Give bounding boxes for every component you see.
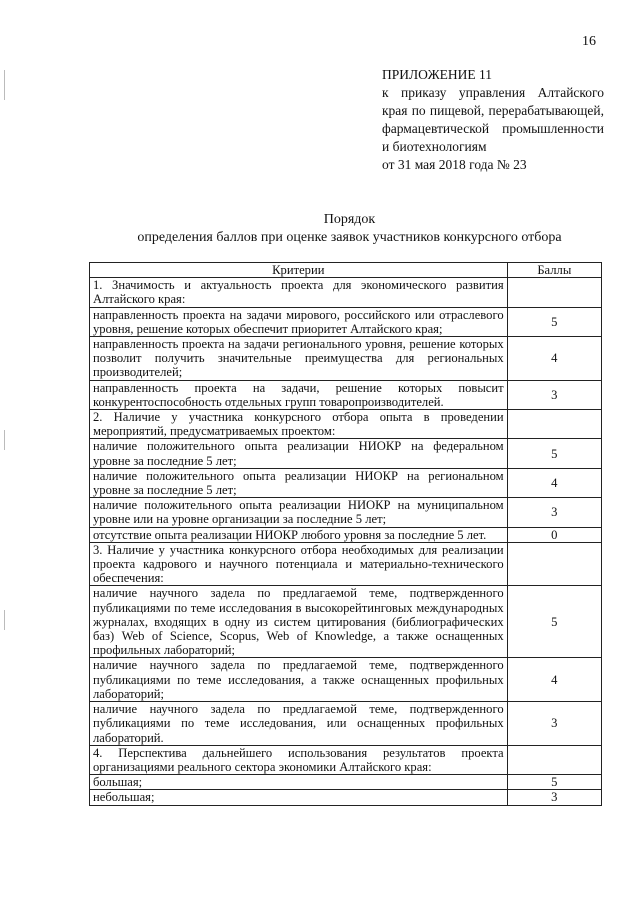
criterion-cell: 4. Перспектива дальнейшего использования результатов проекта организациями реального сектора экономики Алтайского края: [90, 745, 508, 774]
table-row [90, 439, 602, 468]
criterion-cell: 3. Наличие у участника конкурсного отбора необходимых для реализации проекта кадрового и научного потенциала и материально-технического обеспечения: [90, 542, 508, 586]
criterion-cell: наличие положительного опыта реализации НИОКР на региональном уровне за последние 5 лет; [90, 468, 508, 497]
score-cell: 5 [507, 439, 601, 468]
criterion-cell: отсутствие опыта реализации НИОКР любого уровня за последние 5 лет. [90, 527, 508, 542]
title-line-2: определения баллов при оценке заявок участников конкурсного отбора [137, 230, 562, 245]
score-cell [507, 278, 601, 307]
table-row [90, 468, 602, 497]
scan-edge-mark [4, 70, 5, 100]
criteria-column-header: Критерии [90, 263, 508, 278]
table-row [90, 410, 602, 439]
criteria-table [89, 262, 602, 806]
scan-edge-mark [4, 610, 5, 630]
criterion-cell: наличие научного задела по предлагаемой теме, подтвержденного публикациями по теме исследования, а также оснащенных профильных лабораторий; [90, 658, 508, 702]
score-cell: 3 [507, 498, 601, 527]
table-row [90, 745, 602, 774]
table-row [90, 702, 602, 746]
scan-edge-mark [4, 430, 5, 450]
criterion-cell: наличие положительного опыта реализации НИОКР на федеральном уровне за последние 5 лет; [90, 439, 508, 468]
score-cell: 5 [507, 775, 601, 790]
criterion-cell: наличие положительного опыта реализации НИОКР на муниципальном уровне или на уровне организации за последние 5 лет; [90, 498, 508, 527]
score-cell: 4 [507, 658, 601, 702]
table-row [90, 586, 602, 658]
table-row [90, 542, 602, 586]
appendix-block [382, 66, 604, 174]
score-cell [507, 745, 601, 774]
table-row [90, 307, 602, 336]
score-cell: 5 [507, 586, 601, 658]
appendix-heading: ПРИЛОЖЕНИЕ 11 [382, 67, 493, 82]
criterion-cell: небольшая; [90, 790, 508, 805]
criterion-cell: направленность проекта на задачи мирового, российского или отраслевого уровня, решение которых обеспечит приоритет Алтайского края; [90, 307, 508, 336]
table-row [90, 790, 602, 805]
score-cell: 0 [507, 527, 601, 542]
criterion-cell: наличие научного задела по предлагаемой теме, подтвержденного публикациями по теме исследования, или оснащенных профильных лабораторий. [90, 702, 508, 746]
table-row [90, 527, 602, 542]
document-title [0, 211, 639, 247]
score-cell: 4 [507, 337, 601, 381]
score-cell: 5 [507, 307, 601, 336]
appendix-date: от 31 мая 2018 года № 23 [382, 157, 527, 172]
table-row [90, 498, 602, 527]
score-cell [507, 410, 601, 439]
table-row [90, 337, 602, 381]
page-number: 16 [582, 34, 596, 49]
table-row [90, 775, 602, 790]
score-cell: 3 [507, 790, 601, 805]
table-row [90, 278, 602, 307]
score-column-header: Баллы [507, 263, 601, 278]
table-row [90, 380, 602, 409]
criterion-cell: 1. Значимость и актуальность проекта для экономического развития Алтайского края: [90, 278, 508, 307]
table-header-row [90, 263, 602, 278]
criterion-cell: направленность проекта на задачи регионального уровня, решение которых позволит получить значительные преимущества для региональных производителей; [90, 337, 508, 381]
score-cell: 4 [507, 468, 601, 497]
criterion-cell: направленность проекта на задачи, решение которых повысит конкурентоспособность отдельных групп товаропроизводителей. [90, 380, 508, 409]
criterion-cell: 2. Наличие у участника конкурсного отбора опыта в проведении мероприятий, предусматриваемых проектом: [90, 410, 508, 439]
score-cell: 3 [507, 380, 601, 409]
score-cell [507, 542, 601, 586]
criterion-cell: большая; [90, 775, 508, 790]
table-row [90, 658, 602, 702]
table-body [90, 278, 602, 805]
appendix-text: к приказу управления Алтайского края по пищевой, перерабатывающей, фармацевтической промышленности и биотехнологиям [382, 85, 604, 154]
title-line-1: Порядок [323, 212, 376, 227]
score-cell: 3 [507, 702, 601, 746]
criterion-cell: наличие научного задела по предлагаемой теме, подтвержденного публикациями по теме исследования в высокорейтинговых международных журналах, входящих в одну из систем цитирования (библиографических баз) Web of Science, Scopus, Web of Knowledge, а также оснащенных профильных лабораторий; [90, 586, 508, 658]
